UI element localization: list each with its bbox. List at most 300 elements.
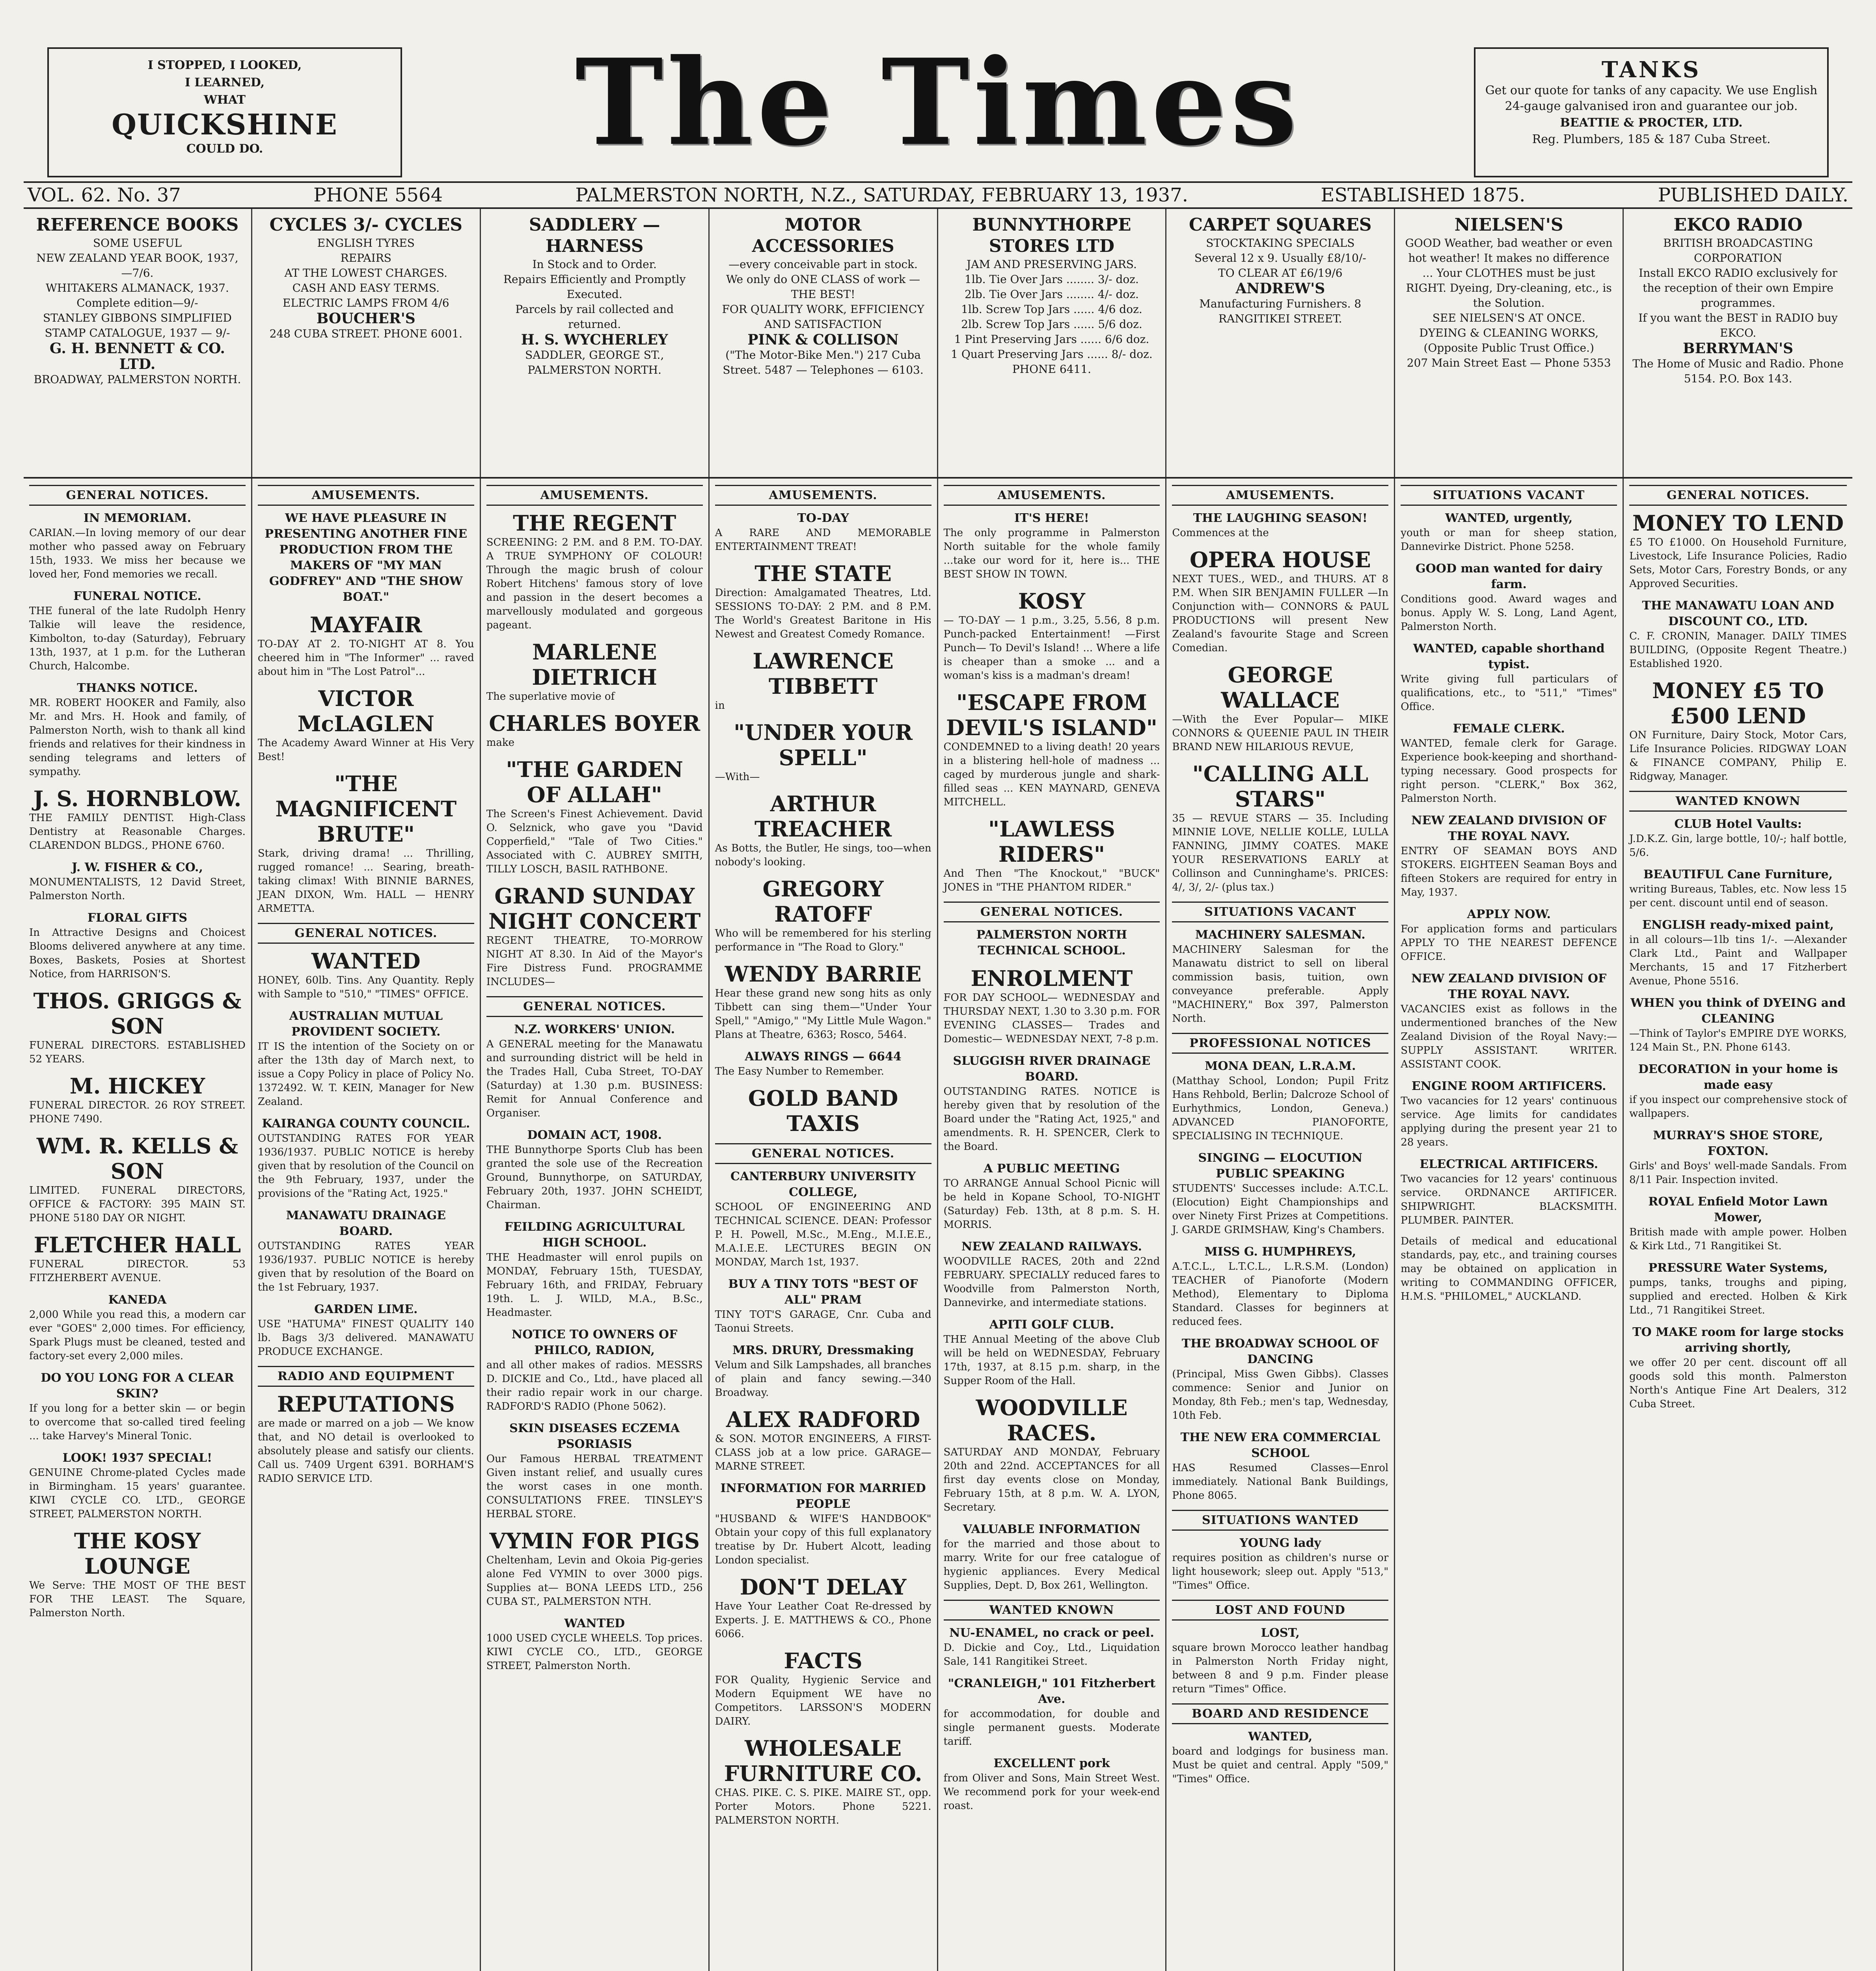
notice-body: NEXT TUES., WED., and THURS. AT 8 P.M. When SIR BENJAMIN FULLER —In Conjunction with— CONNORS & PAUL PRODUCTIONS will present New Zealand's favourite Stage and Screen Comedian. <box>1172 573 1389 654</box>
notice-display-title: MARLENE DIETRICH <box>532 639 657 690</box>
notice-item <box>944 1239 1160 1310</box>
notice-body: HONEY, 60lb. Tins. Any Quantity. Reply with Sample to "510," "TIMES" OFFICE. <box>257 974 474 1000</box>
notice-display-title: KOSY <box>1018 589 1085 614</box>
top-ad-line: JAM AND PRESERVING JARS. <box>967 258 1137 271</box>
notice-display-title: WHOLESALE FURNITURE CO. <box>724 1736 922 1786</box>
notice-title: THE LAUGHING SEASON! <box>1193 511 1367 525</box>
notice-body: J.D.K.Z. Gin, large bottle, 10/-; half bottle, 5/6. <box>1629 833 1847 859</box>
top-ad-heading: BUNNYTHORPE STORES LTD <box>972 215 1131 256</box>
notice-title: DO YOU LONG FOR A CLEAR SKIN? <box>41 1371 234 1401</box>
notice-body: The Screen's Finest Achievement. David O. Selznick, who gave you "David Copperfield," "Tale of Two Cities." Associated with C. AUBREY SMITH, TILLY LOSCH, BASIL RATHBONE. <box>486 808 703 875</box>
notice-display-title: ENROLMENT <box>971 966 1133 991</box>
notice-item <box>1629 1062 1847 1121</box>
notice-body: The only programme in Palmerston North suitable for the whole family ...take our word for it, here is... THE BEST SHOW IN TOWN. <box>943 527 1160 580</box>
top-ad-line: 1lb. Screw Top Jars ...... 4/6 doz. <box>961 303 1142 316</box>
right-ear-title: TANKS <box>1601 57 1701 83</box>
notice-body: FUNERAL DIRECTOR. 53 FITZHERBERT AVENUE. <box>29 1258 246 1284</box>
notice-body: writing Bureaus, Tables, etc. Now less 15 per cent. discount until end of season. <box>1629 883 1847 909</box>
notice-body: Who will be remembered for his sterling performance in "The Road to Glory." <box>715 928 931 953</box>
notice-body: GENUINE Chrome-plated Cycles made in Birmingham. 15 years' guarantee. KIWI CYCLE CO. LTD., GEORGE STREET, PALMERSTON NORTH. <box>29 1467 246 1520</box>
notice-item <box>1401 510 1617 554</box>
volume-number: VOL. 62. No. 37 <box>28 184 181 206</box>
notice-body: Direction: Amalgamated Theatres, Ltd. SESSIONS TO-DAY: 2 P.M. and 8 P.M. The World's Greatest Baritone in His Newest and Greatest Comedy Romance. <box>715 587 931 640</box>
notice-title: KANEDA <box>108 1293 167 1307</box>
notice-body: Commences at the <box>1172 527 1269 539</box>
notice-item <box>29 860 246 903</box>
notice-display-title: ALEX RADFORD <box>726 1407 920 1432</box>
notice-item <box>1172 1535 1388 1593</box>
top-ad-line: GOOD Weather, bad weather or even hot weather! It makes no difference ... Your CLOTHES must be just RIGHT. Dyeing, Dry-cleaning, etc., is the Solution. <box>1405 237 1613 309</box>
notice-item <box>944 1317 1160 1388</box>
notice-body: TO-DAY AT 2. TO-NIGHT AT 8. You cheered him in "The Informer" ... raved about him in "The Lost Patrol"... <box>257 638 474 678</box>
notice-item <box>944 589 1160 683</box>
notice-item <box>1629 510 1847 591</box>
notice-body: if you inspect our comprehensive stock of wallpapers. <box>1629 1094 1847 1120</box>
notice-body: MONUMENTALISTS, 12 David Street, Palmerston North. <box>29 876 246 902</box>
notice-item <box>29 1528 246 1620</box>
notice-body: D. Dickie and Coy., Ltd., Liquidation Sale, 141 Rangitikei Street. <box>943 1642 1160 1667</box>
top-ad-heading: CYCLES 3/- CYCLES <box>269 215 463 235</box>
notice-body: are made or marred on a job — We know that, and NO detail is overlooked to absolutely please and satisfy our clients. Call us. 7409 Urgent 6391. BORHAM'S RADIO SERVICE LTD. <box>257 1418 474 1485</box>
notice-item <box>1401 1157 1617 1228</box>
notice-body: 35 — REVUE STARS — 35. Including MINNIE LOVE, NELLIE KOLLE, LULLA FANNING, JIMMY COATES. MAKE YOUR RESERVATIONS EARLY at Collinson and Cunninghame's. PRICES: 4/, 3/, 2/- (plus tax.) <box>1172 812 1389 893</box>
notice-display-title: FACTS <box>784 1648 863 1673</box>
notice-body: ON Furniture, Dairy Stock, Motor Cars, Life Insurance Policies. RIDGWAY LOAN & FINANCE COMPANY, Philip E. Ridgway, Manager. <box>1629 729 1847 782</box>
notice-body: OUTSTANDING RATES. NOTICE is hereby given that by resolution of the Board under the "Rating Act, 1925," and amendments. R. H. SPENCER, Clerk to the Board. <box>943 1086 1160 1153</box>
notice-title: THANKS NOTICE. <box>77 681 198 695</box>
notice-item <box>258 1392 474 1486</box>
notice-item <box>258 771 474 916</box>
notice-title: ENGLISH ready-mixed paint, <box>1642 918 1834 932</box>
notice-body: STUDENTS' Successes include: A.T.C.L. (Elocution) Eight Championships and over Ninety First Prizes at Competitions. J. GARDE GRIMSHAW, King's Chambers. <box>1172 1183 1389 1236</box>
top-ad-line: If you want the BEST in RADIO buy EKCO. <box>1638 311 1838 339</box>
notice-display-title: THE KOSY LOUNGE <box>74 1528 201 1579</box>
notice-item <box>29 589 246 673</box>
notice-item <box>486 1219 703 1320</box>
notice-item <box>1629 1128 1847 1187</box>
notice-item <box>715 876 931 954</box>
notice-title: SLUGGISH RIVER DRAINAGE BOARD. <box>953 1054 1151 1084</box>
news-column <box>1395 479 1624 1971</box>
notice-item <box>1172 662 1388 754</box>
notice-item <box>486 757 703 876</box>
notice-item <box>29 510 246 581</box>
top-ad-line: TO CLEAR AT £6/19/6 <box>1218 266 1343 279</box>
notice-item <box>944 816 1160 894</box>
notice-item <box>29 680 246 779</box>
news-column <box>710 479 938 1971</box>
notice-title: PALMERSTON NORTH TECHNICAL SCHOOL. <box>976 928 1127 958</box>
notice-display-title: LAWRENCE TIBBETT <box>753 648 894 699</box>
left-ear-ad <box>47 47 402 177</box>
notice-body: make <box>486 737 515 749</box>
notice-title: ELECTRICAL ARTIFICERS. <box>1420 1157 1598 1171</box>
notice-item <box>29 1292 246 1363</box>
notice-item <box>715 1343 931 1400</box>
right-ear-firm: BEATTIE & PROCTER, LTD. <box>1560 116 1743 130</box>
notice-item <box>944 1395 1160 1515</box>
top-ad-firm: G. H. BENNETT & CO. LTD. <box>49 340 225 373</box>
notice-title: SINGING — ELOCUTION PUBLIC SPEAKING <box>1198 1151 1363 1181</box>
top-ad-line: SEE NIELSEN'S AT ONCE. <box>1432 311 1585 324</box>
notice-display-title: FLETCHER HALL <box>34 1232 241 1257</box>
notice-display-title: OPERA HOUSE <box>1189 547 1371 572</box>
notice-body: Have Your Leather Coat Re-dressed by Experts. J. E. MATTHEWS & CO., Phone 6066. <box>715 1600 931 1640</box>
top-ad <box>1624 209 1852 477</box>
notice-body: for accommodation, for double and single permanent guests. Moderate tariff. <box>943 1708 1160 1747</box>
notice-body: REGENT THEATRE, TO-MORROW NIGHT AT 8.30. In Aid of the Mayor's Fire Distress Fund. PROGRAMME INCLUDES— <box>486 935 703 988</box>
notice-display-title: THE REGENT <box>513 510 676 536</box>
established-year: ESTABLISHED 1875. <box>1321 184 1526 206</box>
notice-item <box>715 1086 931 1136</box>
top-ad-line: ENGLISH TYRES <box>317 237 415 250</box>
notice-body: and all other makes of radios. MESSRS D. DICKIE and Co., Ltd., have placed all their radio repair work in our charge. RADFORD'S RADIO (Phone 5062). <box>486 1359 703 1412</box>
notice-item <box>258 1116 474 1201</box>
notice-item <box>715 561 931 641</box>
notice-body: THE Bunnythorpe Sports Club has been granted the sole use of the Recreation Ground, Bunnythorpe, on SATURDAY, February 20th, 1937. JOHN SCHEIDT, Chairman. <box>486 1144 703 1211</box>
notice-item <box>1401 1079 1617 1149</box>
notice-title: WANTED, urgently, <box>1445 511 1573 525</box>
notice-display-title: GREGORY RATOFF <box>762 876 884 927</box>
top-ad-heading: CARPET SQUARES <box>1189 215 1372 235</box>
notice-display-title: MONEY £5 TO £500 LEND <box>1652 678 1824 728</box>
top-ad <box>24 209 252 477</box>
notice-item <box>258 686 474 764</box>
notice-item <box>1629 678 1847 784</box>
notice-item <box>486 1022 703 1120</box>
notice-body: square brown Morocco leather handbag in Palmerston North Friday night, between 8 and 9 p.m. Finder please return "Times" Office. <box>1172 1642 1389 1695</box>
notice-item <box>715 1169 931 1269</box>
top-ad-firm: ANDREW'S <box>1235 280 1325 297</box>
notice-body: Write giving full particulars of qualifications, etc., to "511," "Times" Office. <box>1401 673 1617 713</box>
notice-item <box>1401 641 1617 714</box>
notice-display-title: GRAND SUNDAY NIGHT CONCERT <box>488 883 701 934</box>
notice-title: MONA DEAN, L.R.A.M. <box>1205 1059 1356 1073</box>
notice-body: WOODVILLE RACES, 20th and 22nd FEBRUARY. SPECIALLY reduced fares to Woodville from Palmerston North, Dannevirke, and intermediate stations. <box>943 1256 1160 1309</box>
top-ad-heading: REFERENCE BOOKS <box>36 215 239 235</box>
notice-display-title: VICTOR McLAGLEN <box>297 686 434 736</box>
notice-item <box>29 1133 246 1225</box>
notice-title: WE HAVE PLEASURE IN PRESENTING ANOTHER FINE PRODUCTION FROM THE MAKERS OF "MY MAN GODFREY" AND "THE SHOW BOAT." <box>265 511 468 604</box>
newspaper-logo: The Times <box>575 33 1301 172</box>
notice-item <box>486 883 703 989</box>
notice-title: PRESSURE Water Systems, <box>1648 1261 1828 1275</box>
section-heading: WANTED KNOWN <box>1629 791 1847 812</box>
notice-item <box>486 1327 703 1414</box>
top-ad-line: AT THE LOWEST CHARGES. <box>284 266 447 279</box>
top-ad <box>938 209 1167 477</box>
notice-title: GARDEN LIME. <box>314 1302 418 1316</box>
notice-item <box>1401 813 1617 900</box>
notice-body: In Attractive Designs and Choicest Blooms delivered anywhere at any time. Boxes, Baskets, Posies at Shortest Notice, from HARRISON'S. <box>29 927 246 980</box>
notice-title: ALWAYS RINGS — 6644 <box>745 1050 902 1064</box>
notice-body: MR. ROBERT HOOKER and Family, also Mr. and Mrs. H. Hook and family, of Palmerston North, wish to thank all kind friends and relatives for their kindness in sending telegrams and letters of sympathy. <box>29 697 246 778</box>
notice-body: MACHINERY Salesman for the Manawatu district to sell on liberal commission basis, tuition, own conveyance preferable. Apply "MACHINERY," Box 397, Palmerston North. <box>1172 944 1389 1025</box>
top-ad-firm: BERRYMAN'S <box>1683 340 1794 357</box>
notice-item <box>1172 1058 1388 1143</box>
section-heading: SITUATIONS VACANT <box>1172 902 1388 922</box>
notice-title: WANTED, <box>1248 1730 1313 1744</box>
top-ad <box>1395 209 1624 477</box>
notice-item <box>944 966 1160 1046</box>
notice-body: USE "HATUMA" FINEST QUALITY 140 lb. Bags 3/3 delivered. MANAWATU PRODUCE EXCHANGE. <box>257 1318 474 1358</box>
top-ad-line: WHITAKERS ALMANACK, 1937. Complete edition—9/- <box>46 281 229 309</box>
notice-display-title: GEORGE WALLACE <box>1221 662 1340 713</box>
notice-item <box>486 1616 703 1673</box>
section-heading: GENERAL NOTICES. <box>486 996 703 1017</box>
notice-body: A RARE AND MEMORABLE ENTERTAINMENT TREAT! <box>715 527 931 553</box>
notice-title: IN MEMORIAM. <box>83 511 192 525</box>
notice-item <box>1172 1336 1388 1423</box>
section-heading: AMUSEMENTS. <box>258 485 474 506</box>
masthead <box>24 16 1852 173</box>
notice-body: — TO-DAY — 1 p.m., 3.25, 5.56, 8 p.m. Punch-packed Entertainment! —First Punch— To Devil's Island! ... Where a life is cheaper than a smoke ... and a woman's kiss is a madman's dream! <box>943 615 1160 682</box>
section-heading: SITUATIONS VACANT <box>1401 485 1617 506</box>
notice-display-title: "UNDER YOUR SPELL" <box>734 720 913 770</box>
notice-body: & SON. MOTOR ENGINEERS, A FIRST-CLASS job at a low price. GARAGE—MARNE STREET. <box>715 1433 931 1472</box>
notice-item <box>486 510 703 632</box>
notice-title: WANTED, capable shorthand typist. <box>1413 642 1605 671</box>
top-ad-line: BRITISH BROADCASTING CORPORATION <box>1663 237 1813 265</box>
top-ad-line: (Opposite Public Trust Office.) <box>1423 341 1594 354</box>
notice-body: in all colours—1lb tins 1/-. —Alexander Clark Ltd., Paint and Wallpaper Merchants, 15 and 17 Fitzherbert Avenue, Phone 5516. <box>1629 934 1847 987</box>
notice-title: CANTERBURY UNIVERSITY COLLEGE, <box>730 1170 916 1199</box>
notice-display-title: WOODVILLE RACES. <box>976 1395 1128 1446</box>
notice-body: SCHOOL OF ENGINEERING AND TECHNICAL SCIENCE. DEAN: Professor P. H. Powell, M.Sc., M.Eng., M.I.E.E., M.A.I.E.E. LECTURES BEGIN ON MONDAY, March 1st, 1937. <box>715 1201 931 1268</box>
notice-body: SCREENING: 2 P.M. and 8 P.M. TO-DAY. A TRUE SYMPHONY OF COLOUR! Through the magic brush of colour Robert Hitchens' famous story of love and passion in the desert becomes a marvellously modulated and gorgeous pageant. <box>486 537 703 631</box>
notice-title: BUY A TINY TOTS "BEST OF ALL" PRAM <box>728 1277 918 1307</box>
notice-display-title: ARTHUR TREACHER <box>754 791 892 842</box>
publication-frequency: PUBLISHED DAILY. <box>1658 184 1848 206</box>
section-heading: LOST AND FOUND <box>1172 1600 1388 1621</box>
notice-title: LOST, <box>1261 1626 1300 1640</box>
notice-item <box>29 1073 246 1126</box>
notice-title: "CRANLEIGH," 101 Fitzherbert Ave. <box>948 1677 1156 1706</box>
top-ad-address: PHONE 6411. <box>1012 363 1092 376</box>
top-ad-line: Install EKCO RADIO exclusively for the reception of their own Empire programmes. <box>1639 266 1837 309</box>
notice-display-title: "THE GARDEN OF ALLAH" <box>506 757 683 807</box>
notice-body: FOR DAY SCHOOL— WEDNESDAY and THURSDAY NEXT, 1.30 to 3.30 p.m. FOR EVENING CLASSES— Trades and Domestic— WEDNESDAY NEXT, 7-8 p.m. <box>943 992 1160 1045</box>
notice-item <box>1172 510 1388 540</box>
notice-title: TO-DAY <box>797 511 849 525</box>
notice-body: we offer 20 per cent. discount off all goods sold this month. Palmerston North's Antique Fine Art Dealers, 312 Cuba Street. <box>1629 1357 1847 1410</box>
section-heading: SITUATIONS WANTED <box>1172 1510 1388 1531</box>
notice-title: MISS G. HUMPHREYS, <box>1204 1245 1356 1259</box>
top-ad-address: ("The Motor-Bike Men.") 217 Cuba Street. 5487 — Telephones — 6103. <box>723 348 924 376</box>
notice-body: We Serve: THE MOST OF THE BEST FOR THE LEAST. The Square, Palmerston North. <box>29 1580 246 1619</box>
notice-body: Two vacancies for 12 years' continuous service. Age limits for candidates applying during the present year 21 to 28 years. <box>1401 1095 1617 1148</box>
news-column <box>1624 479 1852 1971</box>
notice-item <box>715 510 931 554</box>
notice-item <box>1172 1430 1388 1503</box>
top-ad-heading: NIELSEN'S <box>1454 215 1563 235</box>
notice-item <box>715 1736 931 1828</box>
notice-item <box>486 639 703 704</box>
notice-body: —With— <box>715 771 760 783</box>
top-ad-line: DYEING & CLEANING WORKS, <box>1419 326 1599 339</box>
notice-title: ENGINE ROOM ARTIFICERS. <box>1411 1079 1606 1093</box>
top-ad-line: STOCKTAKING SPECIALS <box>1206 237 1355 250</box>
top-ad-firm: H. S. WYCHERLEY <box>521 332 668 348</box>
notice-title: FEILDING AGRICULTURAL HIGH SCHOOL. <box>504 1220 685 1250</box>
notice-item <box>1172 1625 1388 1696</box>
section-heading: WANTED KNOWN <box>944 1600 1160 1621</box>
notice-title: THE MANAWATU LOAN AND DISCOUNT CO., LTD. <box>1642 599 1834 628</box>
notice-display-title: DON'T DELAY <box>740 1574 907 1600</box>
top-ad-address: SADDLER, GEORGE ST., PALMERSTON NORTH. <box>525 348 664 376</box>
notice-body: If you long for a better skin — or begin to overcome that so-called tired feeling ... take Harvey's Mineral Tonic. <box>29 1403 246 1442</box>
section-heading: GENERAL NOTICES. <box>258 923 474 944</box>
notice-body: Our Famous HERBAL TREATMENT Given instant relief, and usually cures the worst cases in one month. CONSULTATIONS FREE. TINSLEY'S HERBAL STORE. <box>486 1453 703 1520</box>
notice-item <box>944 1625 1160 1669</box>
notice-display-title: "CALLING ALL STARS" <box>1192 761 1368 812</box>
top-ad-line: ELECTRIC LAMPS FROM 4/6 <box>283 296 449 309</box>
notice-body: CARIAN.—In loving memory of our dear mother who passed away on February 15th, 1933. We miss her because we loved her, Fond memories we recall. <box>29 527 246 580</box>
notice-display-title: WENDY BARRIE <box>725 961 922 987</box>
notice-title: NEW ZEALAND RAILWAYS. <box>961 1240 1142 1254</box>
section-heading: AMUSEMENTS. <box>486 485 703 506</box>
notice-body: A GENERAL meeting for the Manawatu and surrounding district will be held in the Trades Hall, Cuba Street, TO-DAY (Saturday) at 1.30 p.m. BUSINESS: Remit for Annual Conference and Organiser. <box>486 1038 703 1119</box>
notice-display-title: "ESCAPE FROM DEVIL'S ISLAND" <box>946 690 1157 740</box>
notice-body: TO ARRANGE Annual School Picnic will be held in Kopane School, TO-NIGHT (Saturday) Feb. 13th, at 8 p.m. S. H. MORRIS. <box>943 1177 1160 1231</box>
notice-display-title: MONEY TO LEND <box>1632 510 1844 536</box>
notice-item <box>715 720 931 784</box>
notice-item <box>29 1370 246 1443</box>
notice-display-title: THE STATE <box>754 561 892 586</box>
notice-item <box>1172 547 1388 655</box>
top-ad-firm: PINK & COLLISON <box>747 332 899 348</box>
section-heading: GENERAL NOTICES. <box>944 902 1160 922</box>
news-column <box>1166 479 1395 1971</box>
notice-body: British made with ample power. Holben & Kirk Ltd., 71 Rangitikei St. <box>1629 1226 1847 1252</box>
notice-title: FEMALE CLERK. <box>1453 722 1565 736</box>
left-ear-line: I LEARNED, <box>184 76 265 89</box>
notice-body: THE FAMILY DENTIST. High-Class Dentistry at Reasonable Charges. CLARENDON BLDGS., PHONE 6760. <box>29 812 246 851</box>
notice-body: Girls' and Boys' well-made Sandals. From 8/11 Pair. Inspection invited. <box>1629 1160 1847 1186</box>
notice-item <box>944 1161 1160 1232</box>
notice-item <box>944 927 1160 959</box>
top-ad-firm: BOUCHER'S <box>316 310 415 327</box>
top-ad-address: 248 CUBA STREET. PHONE 6001. <box>269 327 463 340</box>
top-ad-line: —every conceivable part in stock. <box>728 258 918 271</box>
notice-display-title: WM. R. KELLS & SON <box>36 1133 238 1184</box>
notice-item <box>1172 1729 1388 1786</box>
notice-item <box>258 1208 474 1295</box>
notice-item <box>944 1676 1160 1749</box>
notice-body: board and lodgings for business man. Must be quiet and central. Apply "509," "Times" Office. <box>1172 1746 1389 1785</box>
notice-title: NOTICE TO OWNERS OF PHILCO, RADION, <box>511 1328 678 1357</box>
notice-item <box>1629 1260 1847 1317</box>
notice-item <box>715 791 931 869</box>
notice-body: CHAS. PIKE. C. S. PIKE. MAIRE ST., opp. Porter Motors. Phone 5221. PALMERSTON NORTH. <box>715 1787 931 1826</box>
notice-body: FUNERAL DIRECTOR. 26 ROY STREET. PHONE 7490. <box>29 1099 246 1125</box>
notice-item <box>715 1648 931 1729</box>
place-and-date: PALMERSTON NORTH, N.Z., SATURDAY, FEBRUARY 13, 1937. <box>575 184 1189 206</box>
notice-body: from Oliver and Sons, Main Street West. We recommend pork for your week-end roast. <box>943 1772 1160 1812</box>
section-heading: AMUSEMENTS. <box>944 485 1160 506</box>
notice-item <box>258 612 474 679</box>
notice-display-title: J. S. HORNBLOW. <box>33 786 242 811</box>
notice-body: The Academy Award Winner at His Very Best! <box>257 737 474 763</box>
notice-title: THE BROADWAY SCHOOL OF DANCING <box>1181 1337 1379 1366</box>
notice-title: NU-ENAMEL, no crack or peel. <box>949 1626 1154 1640</box>
notice-body: THE funeral of the late Rudolph Henry Talkie will leave the residence, Kimbolton, to-day (Saturday), February 13th, 1937, at 1 p.m. for the Lutheran Church, Halcombe. <box>29 605 246 672</box>
phone-number: PHONE 5564 <box>313 184 443 206</box>
notice-title: NEW ZEALAND DIVISION OF THE ROYAL NAVY. <box>1411 972 1607 1001</box>
notice-item <box>1629 867 1847 910</box>
notice-body: TINY TOT'S GARAGE, Cnr. Cuba and Taonui Streets. <box>715 1309 931 1334</box>
notice-item <box>29 1232 246 1285</box>
notice-title: GOOD man wanted for dairy farm. <box>1415 562 1602 591</box>
notice-body: OUTSTANDING RATES FOR YEAR 1936/1937. PUBLIC NOTICE is hereby given that by resolution of the Council on the 9th February, 1937, under the provisions of the "Rating Act, 1925." <box>257 1133 474 1200</box>
notice-item <box>258 510 474 605</box>
section-heading: GENERAL NOTICES. <box>1629 485 1847 506</box>
notice-title: THE NEW ERA COMMERCIAL SCHOOL <box>1180 1431 1380 1460</box>
news-column <box>481 479 710 1971</box>
notice-body: 2,000 While you read this, a modern car ever "GOES" 2,000 times. For efficiency, Spark Plugs must be cleaned, tested and factory-set every 2,000 miles. <box>29 1309 246 1362</box>
notice-body: HAS Resumed Classes—Enrol immediately. National Bank Buildings, Phone 8065. <box>1172 1462 1389 1502</box>
top-ad-address: 207 Main Street East — Phone 5353 <box>1407 356 1611 369</box>
notice-body: (Matthay School, London; Pupil Fritz Hans Rehbold, Berlin; Dalcroze School of Eurhythmics, London, Geneva.) ADVANCED PIANOFORTE, SPECIALISING IN TECHNIQUE. <box>1172 1075 1389 1142</box>
top-ad-address: Manufacturing Furnishers. 8 RANGITIKEI STREET. <box>1199 297 1362 325</box>
notice-title: VALUABLE INFORMATION <box>963 1522 1141 1536</box>
top-ad-line: Parcels by rail collected and returned. <box>515 303 674 331</box>
top-ad <box>1166 209 1395 477</box>
top-ad-line: NEW ZEALAND YEAR BOOK, 1937, —7/6. <box>36 251 238 279</box>
notice-title: TO MAKE room for large stocks arriving shortly, <box>1632 1325 1844 1355</box>
notice-body: pumps, tanks, troughs and piping, supplied and erected. Holben & Kirk Ltd., 71 Rangitikei Street. <box>1629 1277 1847 1316</box>
notice-item <box>715 1276 931 1336</box>
notice-display-title: CHARLES BOYER <box>489 711 700 736</box>
notice-item <box>944 1053 1160 1154</box>
notice-body: requires position as children's nurse or light housework; sleep out. Apply "513," "Times" Office. <box>1172 1552 1389 1591</box>
notice-item <box>944 1522 1160 1593</box>
top-ad-address: The Home of Music and Radio. Phone 5154. P.O. Box 143. <box>1632 357 1844 385</box>
notice-body: for the married and those about to marry. Write for our free catalogue of hygienic appliances. Every Medical Supplies, Dept. D, Box 261, Wellington. <box>943 1538 1160 1591</box>
top-ad-line: Repairs Efficiently and Promptly Executed. <box>503 273 686 301</box>
notice-title: ROYAL Enfield Motor Lawn Mower, <box>1648 1195 1828 1224</box>
notice-item <box>29 988 246 1066</box>
notice-item <box>1172 927 1388 1026</box>
notice-title: A PUBLIC MEETING <box>984 1162 1120 1176</box>
notice-item <box>29 910 246 981</box>
notice-item <box>1401 1235 1617 1304</box>
top-ad <box>710 209 938 477</box>
news-column <box>252 479 481 1971</box>
notice-body: WANTED, female clerk for Garage. Experience book-keeping and shorthand-typing necessary. Good prospects for right person. "CLERK," Box 362, Palmerston North. <box>1401 738 1617 805</box>
top-ad-line: 2lb. Screw Top Jars ...... 5/6 doz. <box>961 318 1142 331</box>
notice-title: YOUNG lady <box>1239 1536 1321 1550</box>
notice-item <box>1629 1325 1847 1411</box>
notice-item <box>1401 721 1617 806</box>
notice-body: CONDEMNED to a living death! 20 years in a blistering hell-hole of madness ... caged by murderous jungle and shark-filled seas ... KEN MAYNARD, GENEVA MITCHELL. <box>943 741 1160 808</box>
notice-title: FLORAL GIFTS <box>87 911 188 925</box>
notice-body: A.T.C.L., L.T.C.L., L.R.S.M. (London) TEACHER of Pianoforte (Modern Method), Elementary to Diploma Standard. Classes for beginners at reduced fees. <box>1172 1261 1389 1328</box>
top-ad-line: REPAIRS <box>340 251 391 265</box>
notice-item <box>29 786 246 853</box>
top-ad-line: Several 12 x 9. Usually £8/10/- <box>1194 251 1366 265</box>
notice-body: The Easy Number to Remember. <box>715 1066 884 1077</box>
notice-title: NEW ZEALAND DIVISION OF THE ROYAL NAVY. <box>1411 814 1607 843</box>
notice-title: FUNERAL NOTICE. <box>73 589 201 603</box>
notice-title: LOOK! 1937 SPECIAL! <box>62 1451 212 1465</box>
top-ad-line: 1 Pint Preserving Jars ...... 6/6 doz. <box>954 333 1149 346</box>
notice-title: WANTED <box>564 1617 625 1630</box>
notice-title: CLUB Hotel Vaults: <box>1674 817 1802 831</box>
notice-title: KAIRANGA COUNTY COUNCIL. <box>262 1117 470 1131</box>
notice-item <box>1172 1150 1388 1237</box>
notice-display-title: "LAWLESS RIDERS" <box>988 816 1115 867</box>
